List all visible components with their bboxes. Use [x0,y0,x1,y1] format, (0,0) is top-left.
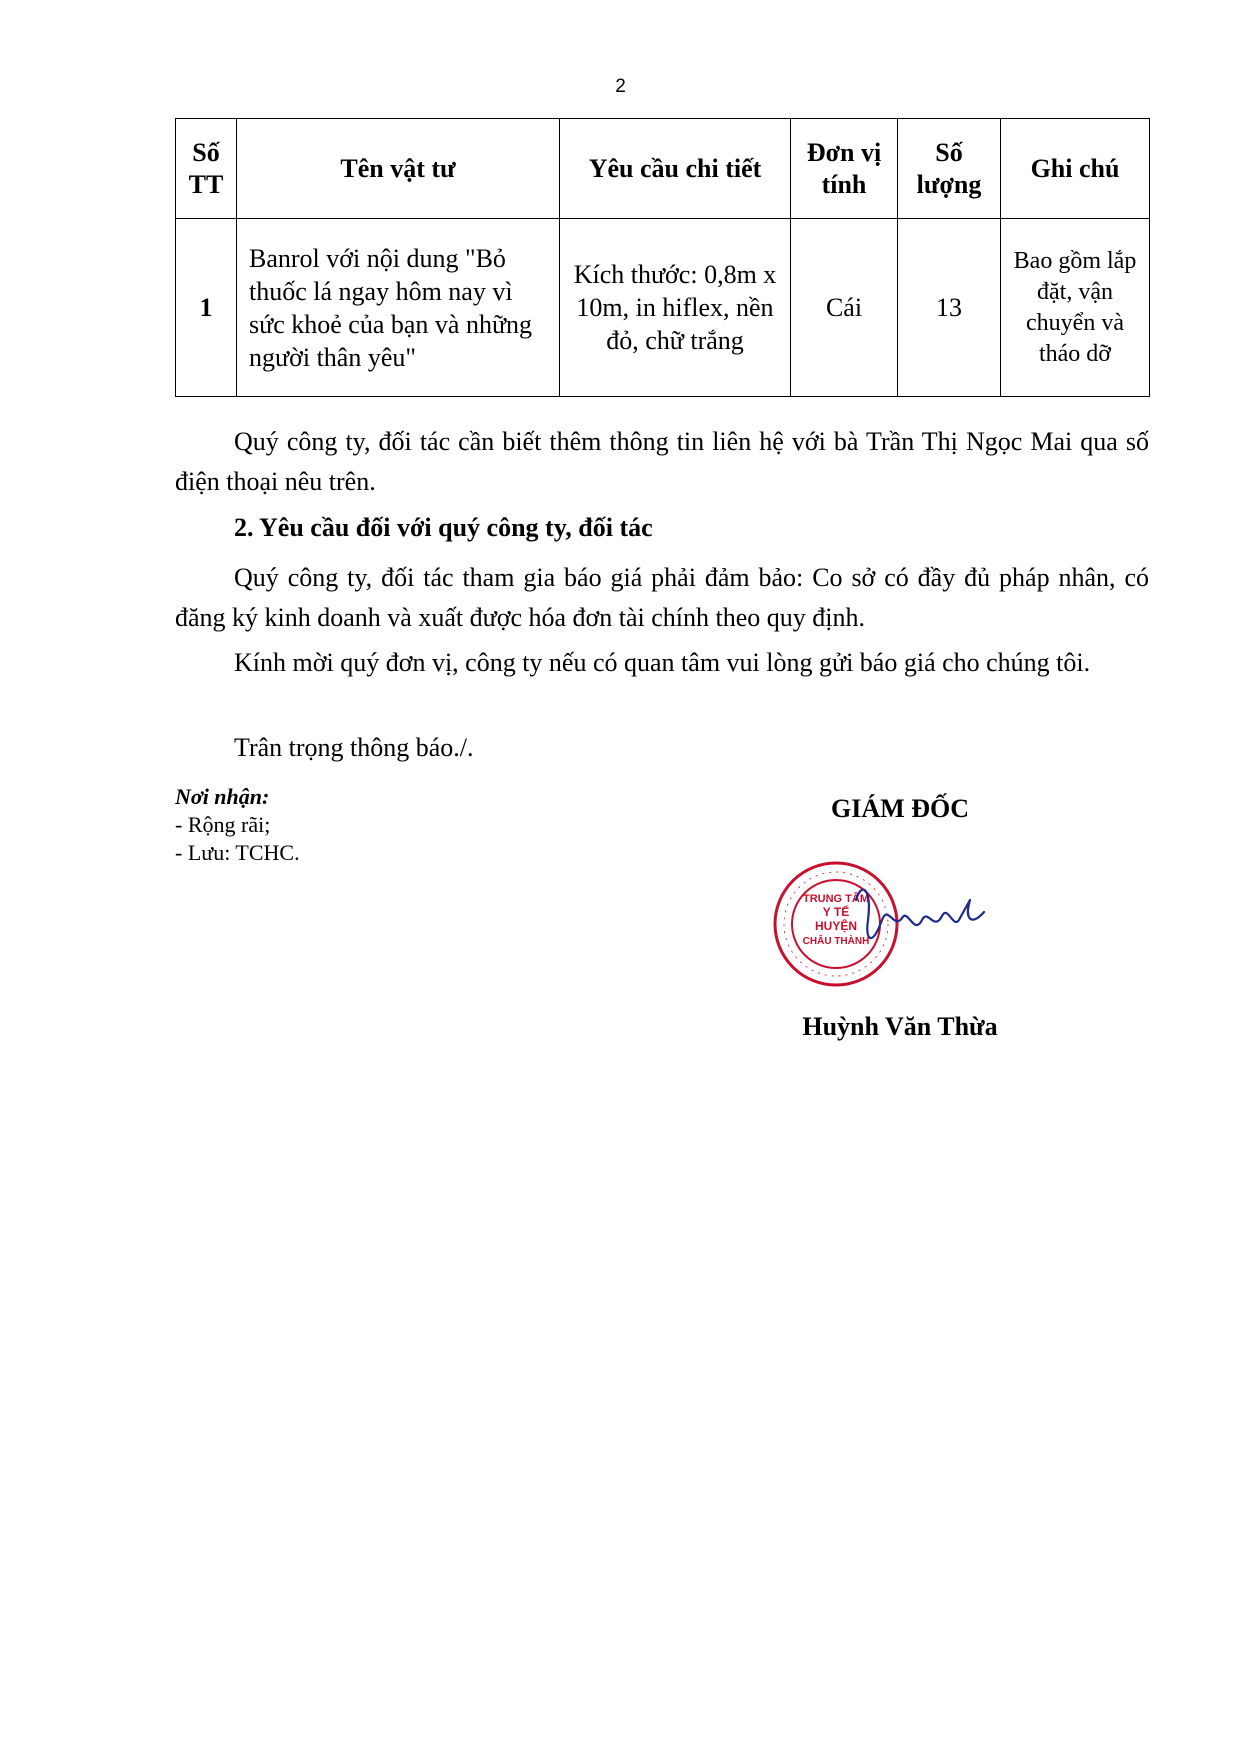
page-number: 2 [615,76,626,97]
header-unit: Đơn vị tính [791,119,898,219]
cell-stt: 1 [176,219,237,397]
recipient-item: - Lưu: TCHC. [175,840,300,865]
cell-unit: Cái [791,219,898,397]
cell-detail: Kích thước: 0,8m x 10m, in hiflex, nền đỏ, chữ trắng [560,219,791,397]
official-stamp-and-signature [772,860,1012,990]
recipients-title: Nơi nhận: [175,784,270,809]
cell-note: Bao gồm lắp đặt, vận chuyển và tháo dỡ [1001,219,1150,397]
recipients-block [175,783,300,867]
stamp-line-2: Y TẾ [822,905,850,919]
section2-paragraph: Quý công ty, đối tác tham gia báo giá phải đảm bảo: Co sở có đầy đủ pháp nhân, có đăng ký kinh doanh và xuất được hóa đơn tài chính theo quy định. [175,563,1149,632]
header-quantity: Số lượng [898,119,1001,219]
signer-name: Huỳnh Văn Thừa [802,1012,998,1041]
contact-paragraph: Quý công ty, đối tác cần biết thêm thông tin liên hệ với bà Trần Thị Ngọc Mai qua số điện thoại nêu trên. [175,427,1149,496]
cell-quantity: 13 [898,219,1001,397]
signer-title: GIÁM ĐỐC [831,794,969,823]
header-name: Tên vật tư [237,119,560,219]
table-header-row [176,119,1150,219]
official-stamp-icon [775,863,897,985]
closing-line: Trân trọng thông báo./. [234,733,474,762]
header-detail: Yêu cầu chi tiết [560,119,791,219]
materials-table [175,118,1150,397]
recipient-item: - Rộng rãi; [175,812,271,837]
invite-paragraph: Kính mời quý đơn vị, công ty nếu có quan tâm vui lòng gửi báo giá cho chúng tôi. [234,648,1091,677]
header-note: Ghi chú [1001,119,1150,219]
stamp-line-4: CHÂU THÀNH [802,936,870,947]
cell-name: Banrol với nội dung "Bỏ thuốc lá ngay hôm nay vì sức khoẻ của bạn và những người thân yêu" [237,219,560,397]
stamp-line-1: TRUNG TÂM [803,893,869,905]
stamp-line-3: HUYỆN [814,919,858,933]
header-stt: Số TT [176,119,237,219]
table-row [176,219,1150,397]
section2-heading: 2. Yêu cầu đối với quý công ty, đối tác [234,513,653,542]
handwritten-signature [856,890,984,939]
